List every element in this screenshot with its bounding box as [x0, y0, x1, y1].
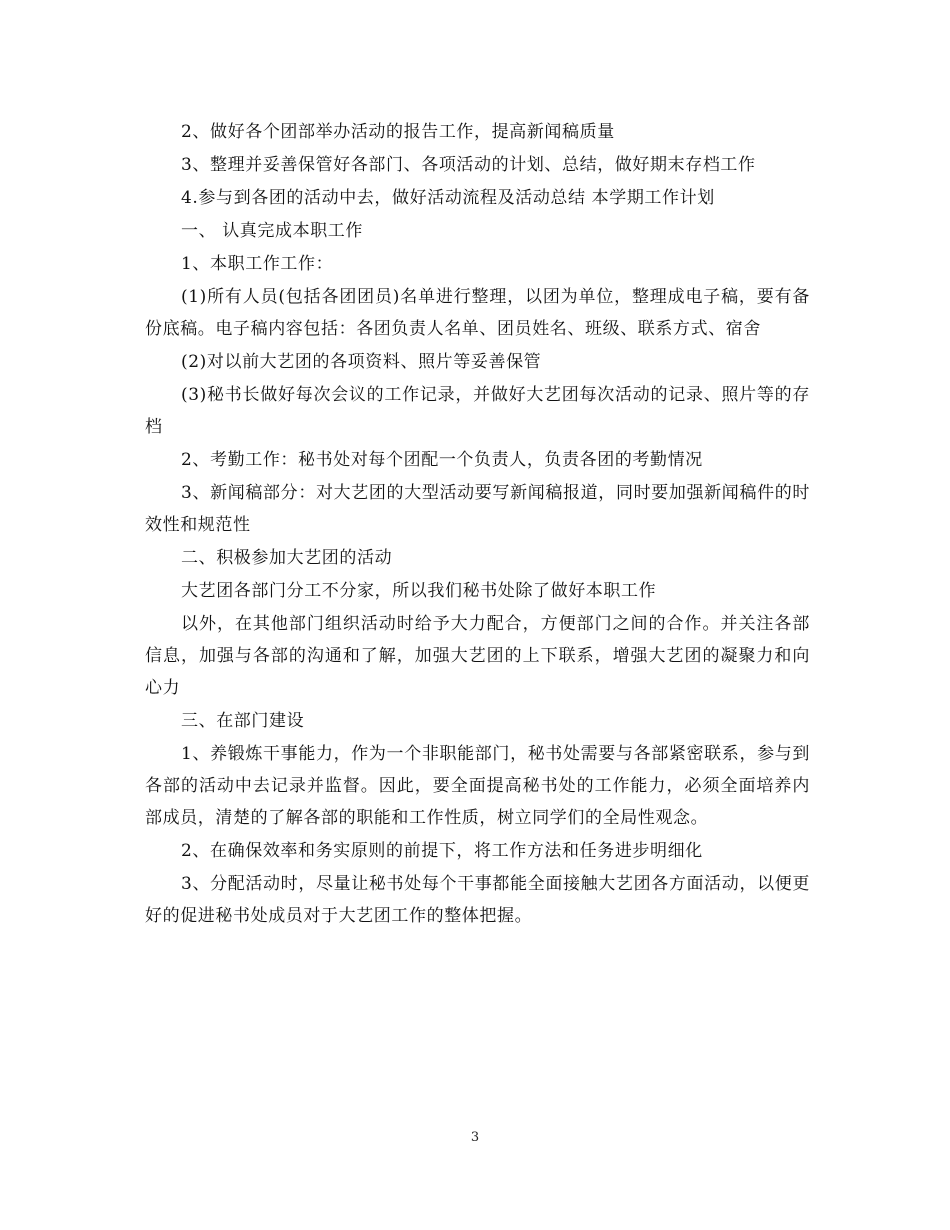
paragraph: (1)所有人员(包括各团团员)名单进行整理，以团为单位，整理成电子稿，要有备份底稿。电子稿内容包括：各团负责人名单、团员姓名、班级、联系方式、宿舍: [145, 287, 810, 339]
paragraph: 4.参与到各团的活动中去，做好活动流程及活动总结 本学期工作计划: [181, 188, 715, 208]
section-heading: 一、 认真完成本职工作: [181, 221, 364, 241]
paragraph: 大艺团各部门分工不分家，所以我们秘书处除了做好本职工作: [181, 581, 657, 601]
section-heading: 三、在部门建设: [181, 711, 305, 731]
page-number: 3: [470, 1130, 480, 1145]
paragraph: (3)秘书长做好每次会议的工作记录，并做好大艺团每次活动的记录、照片等的存档: [145, 385, 810, 437]
document-body: [145, 116, 810, 933]
paragraph: 1、养锻炼干事能力，作为一个非职能部门，秘书处需要与各部紧密联系，参与到各部的活动中去记录并监督。因此，要全面提高秘书处的工作能力，必须全面培养内部成员，清楚的了解各部的职能和工作性质，树立同学们的全局性观念。: [145, 744, 810, 828]
paragraph: 3、分配活动时，尽量让秘书处每个干事都能全面接触大艺团各方面活动，以便更好的促进秘书处成员对于大艺团工作的整体把握。: [145, 874, 810, 926]
paragraph: (2)对以前大艺团的各项资料、照片等妥善保管: [181, 352, 542, 372]
paragraph: 3、新闻稿部分：对大艺团的大型活动要写新闻稿报道，同时要加强新闻稿件的时效性和规范性: [145, 483, 810, 535]
section-heading: 二、积极参加大艺团的活动: [181, 548, 393, 568]
paragraph: 3、整理并妥善保管好各部门、各项活动的计划、总结，做好期末存档工作: [181, 155, 756, 175]
paragraph: 2、做好各个团部举办活动的报告工作，提高新闻稿质量: [181, 122, 615, 142]
paragraph: 2、在确保效率和务实原则的前提下，将工作方法和任务进步明细化: [181, 841, 703, 861]
paragraph: 1、本职工作工作：: [181, 254, 334, 274]
paragraph: 以外，在其他部门组织活动时给予大力配合，方便部门之间的合作。并关注各部信息，加强与各部的沟通和了解，加强大艺团的上下联系，增强大艺团的凝聚力和向心力: [145, 614, 810, 698]
paragraph: 2、考勤工作：秘书处对每个团配一个负责人，负责各团的考勤情况: [181, 450, 703, 470]
